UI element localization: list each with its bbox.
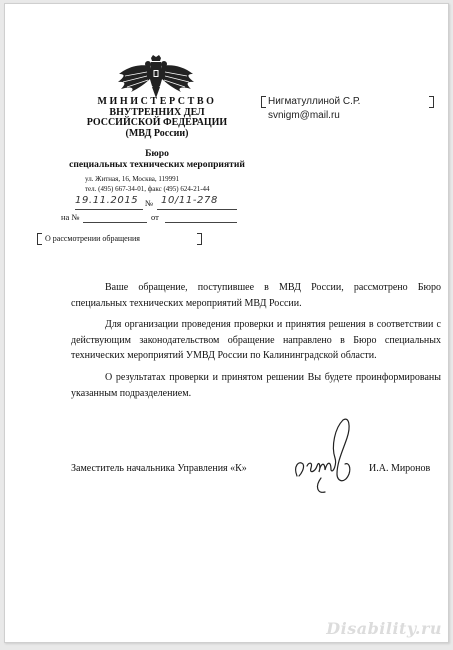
bureau-line: специальных технических мероприятий xyxy=(69,158,245,170)
recipient-name: Нигматуллиной С.Р. xyxy=(268,96,361,107)
handwritten-signature xyxy=(291,416,357,498)
document-sheet: МИНИСТЕРСТВО ВНУТРЕННИХ ДЕЛ РОССИЙСКОЙ ФЕДЕРАЦИИ (МВД России) Бюро специальных технических мероприятий ул. Житная, 16, Москва, 119991 тел. (495) 667-34-01, факс (495) 624-21-44 19.11.2015 № 10/11-278 на № от О рассмотрении обращения Нигматуллиной С.Р. svnigm@mail.ru Ваше обращение, поступившее в МВД России, рассмотрено Бюро специальных технических мероприятий МВД России. Для организации проведения проверки и принятия решения в соответствии с действующим законодательством обращение направлено в Бюро специальных технических мероприятий УМВД России по Калининградской области. О результатах проверки и принятом решении Вы будете проинформированы указанным подразделением. Заместитель начальника Управления «К» И.А. Миронов Disability.ru xyxy=(4,3,449,643)
signatory-name: И.А. Миронов xyxy=(369,463,431,474)
reference-number-line xyxy=(83,222,147,223)
letter-body xyxy=(71,280,441,407)
address-line: ул. Житная, 16, Москва, 119991 xyxy=(85,175,180,183)
subject-bracket-left xyxy=(37,233,42,245)
registration-number: 10/11-278 xyxy=(161,195,218,206)
double-headed-eagle-icon xyxy=(117,54,195,100)
body-paragraph: О результатах проверки и принятом решении Вы будете проинформированы указанным подразделением. xyxy=(71,371,441,399)
body-paragraph: Для организации проведения проверки и принятия решения в соответствии с действующим законодательством обращение направлено в Бюро специальных технических мероприятий УМВД России по Калининградской области. xyxy=(71,319,441,362)
recipient-block xyxy=(268,95,360,123)
site-watermark: Disability.ru xyxy=(326,619,442,638)
date-underline xyxy=(75,209,143,210)
bureau-header xyxy=(67,149,247,170)
reference-number-label: на № xyxy=(61,212,80,222)
ministry-line: ВНУТРЕННИХ ДЕЛ xyxy=(109,106,205,118)
reference-date-label: от xyxy=(151,212,159,222)
registration-date: 19.11.2015 xyxy=(75,195,139,206)
reference-date-line xyxy=(165,222,237,223)
subject-line: О рассмотрении обращения xyxy=(45,234,140,243)
bureau-line: Бюро xyxy=(145,148,169,159)
subject-bracket-right xyxy=(197,233,202,245)
contact-line: тел. (495) 667-34-01, факс (495) 624-21-44 xyxy=(85,184,210,193)
number-underline xyxy=(157,209,237,210)
ministry-line: РОССИЙСКОЙ ФЕДЕРАЦИИ xyxy=(86,117,228,128)
ministry-line: (МВД России) xyxy=(125,127,189,139)
ministry-header xyxy=(67,97,247,139)
body-paragraph: Ваше обращение, поступившее в МВД России, рассмотрено Бюро специальных технических мероприятий МВД России. xyxy=(71,282,441,309)
recipient-email: svnigm@mail.ru xyxy=(268,110,340,121)
recipient-bracket-left xyxy=(261,96,266,108)
recipient-bracket-right xyxy=(429,96,434,108)
address-block xyxy=(85,175,265,194)
signatory-position: Заместитель начальника Управления «К» xyxy=(71,463,247,474)
ministry-line: МИНИСТЕРСТВО xyxy=(97,96,217,107)
